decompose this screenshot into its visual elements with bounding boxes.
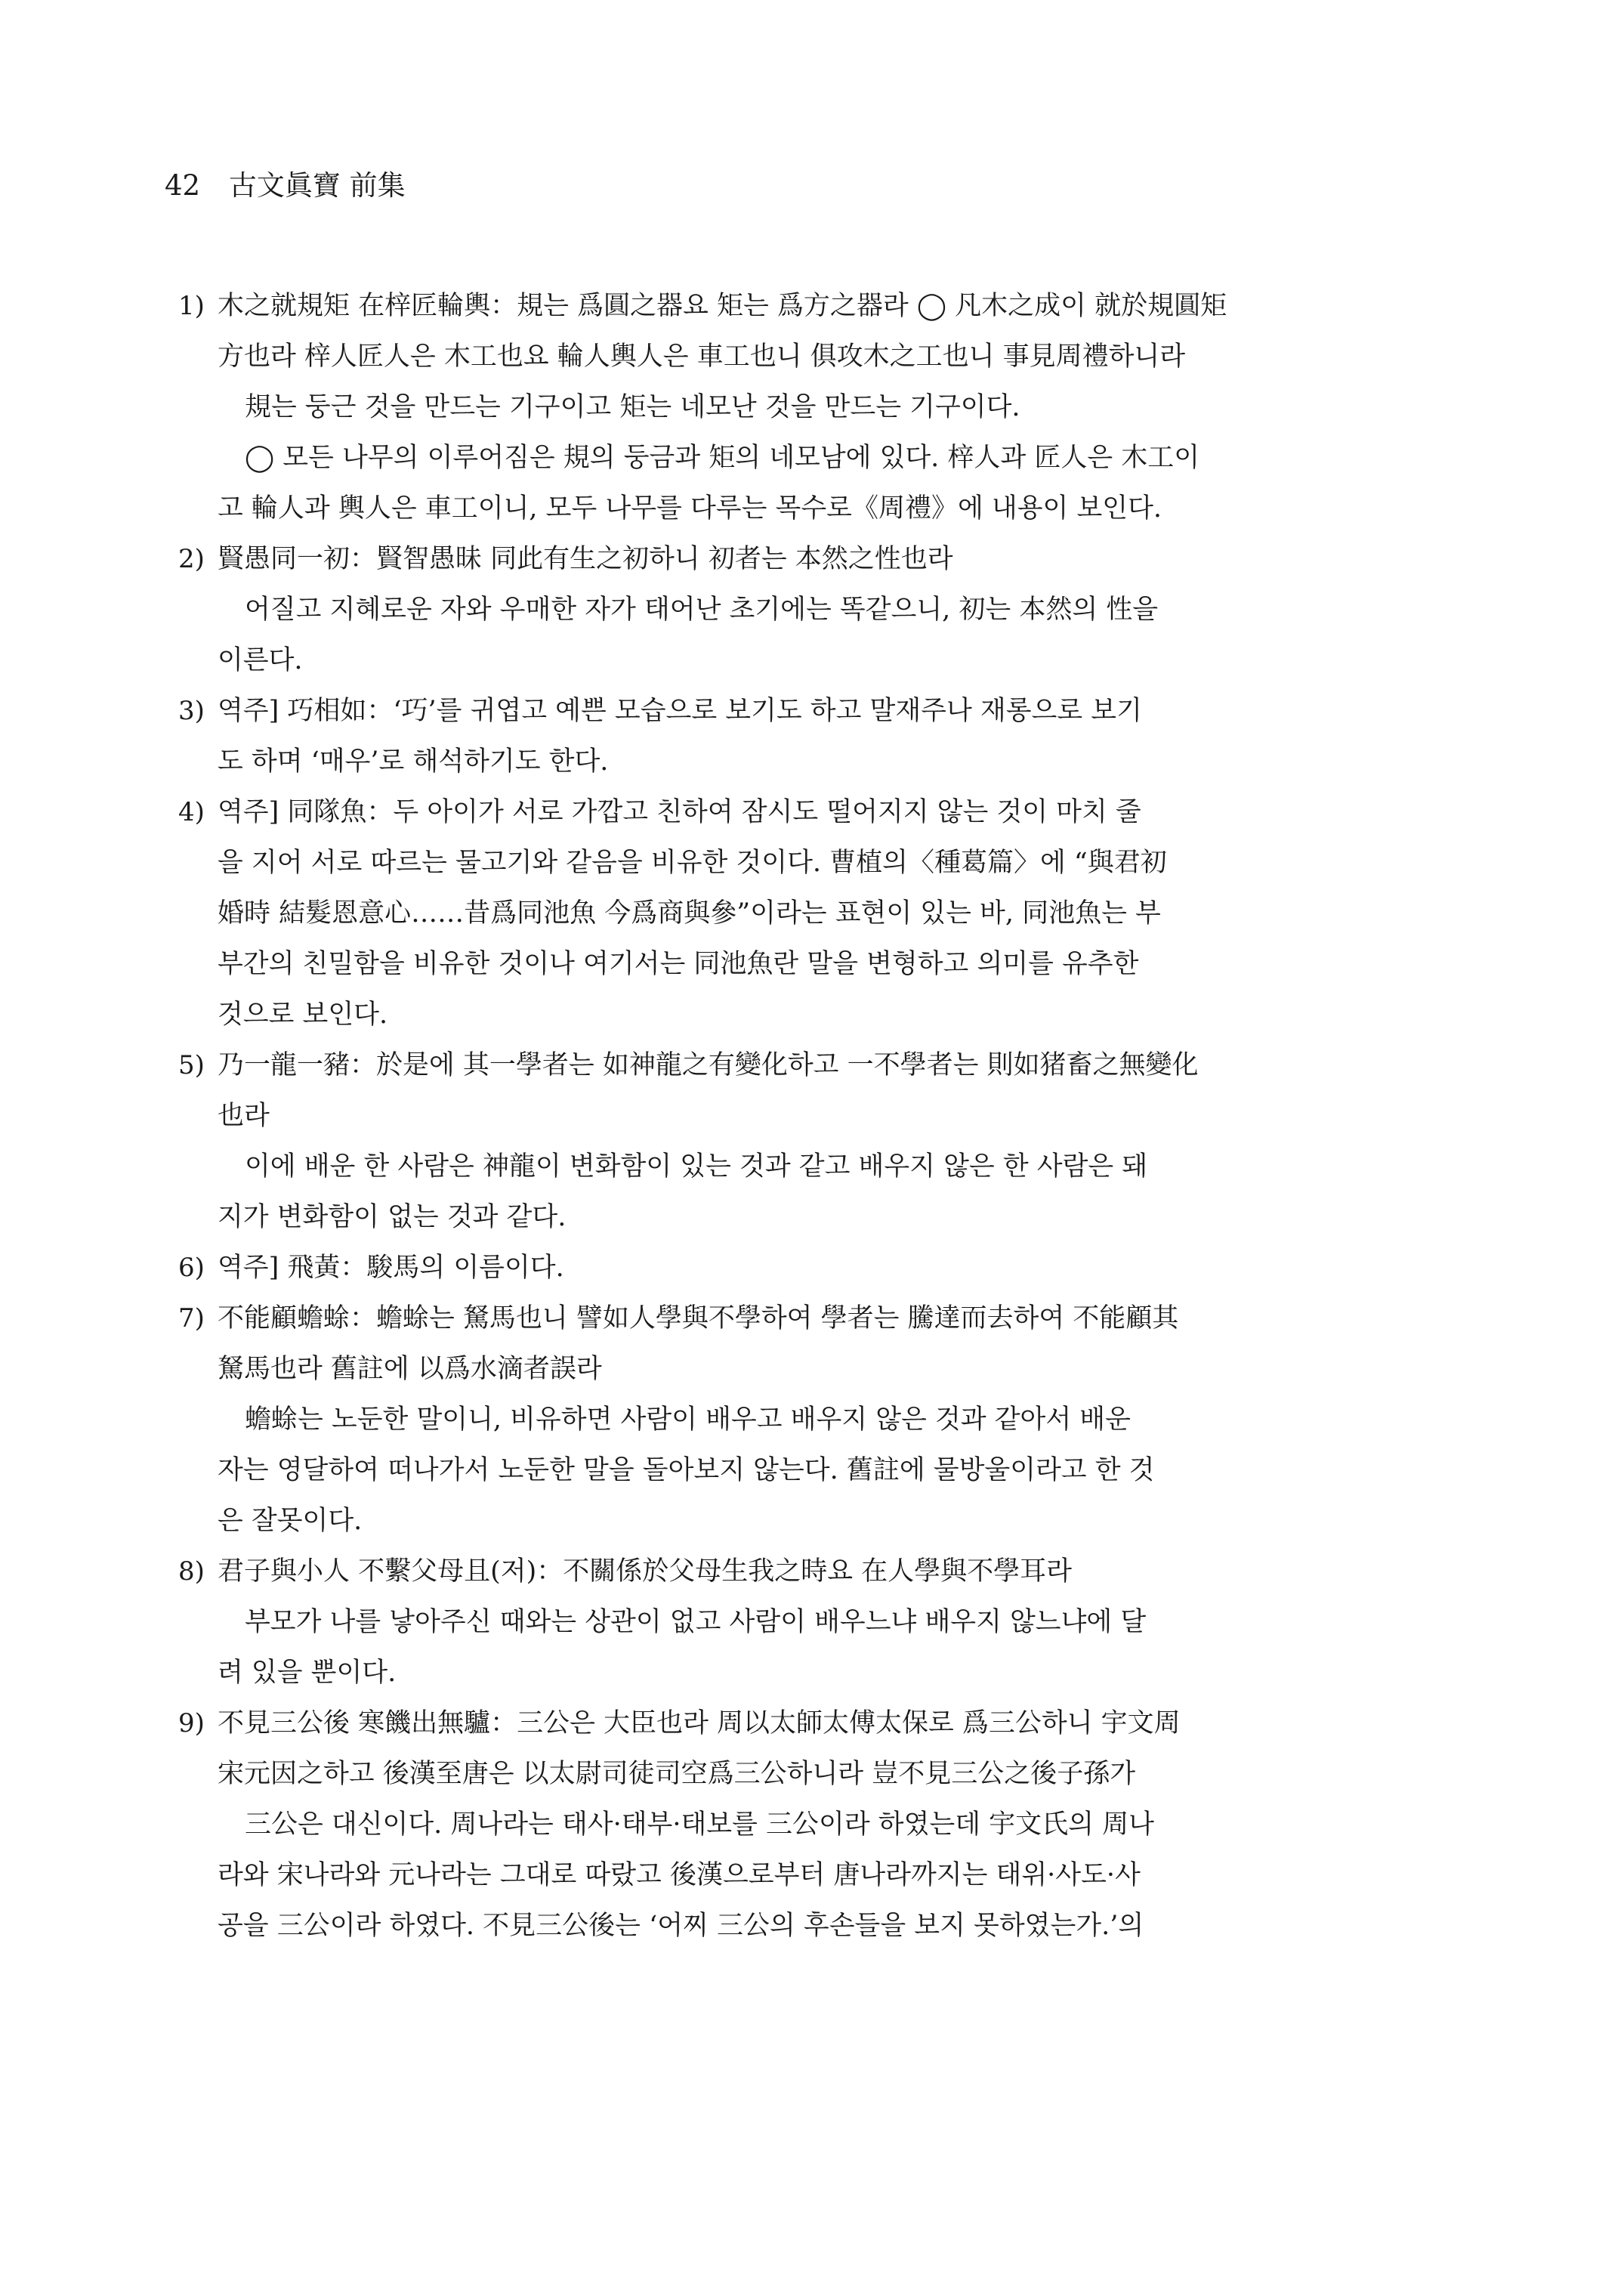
- annotation-line: 역주] 同隊魚：두 아이가 서로 가깝고 친하여 잠시도 떨어지지 않는 것이 마치 줄: [218, 797, 1141, 827]
- annotation-line: 君子與小人 不繫父母且(저)：不關係於父母生我之時요 在人學與不學耳라: [218, 1556, 1072, 1587]
- translation-line: 이른다.: [218, 645, 303, 675]
- footnote: [178, 1040, 1398, 1243]
- translation-paragraph: [218, 382, 1398, 433]
- footnote-annotation: [218, 686, 1398, 787]
- translation-paragraph: [218, 433, 1398, 534]
- footnote: [178, 1243, 1398, 1293]
- footnote-annotation: [218, 1040, 1398, 1142]
- footnote-number: 9): [178, 1708, 205, 1738]
- annotation-line: 駑馬也라 舊註에 以爲水滴者誤라: [218, 1354, 602, 1384]
- translation-line: 規는 둥근 것을 만드는 기구이고 矩는 네모난 것을 만드는 기구이다.: [245, 392, 1020, 422]
- footnote: [178, 1293, 1398, 1547]
- footnote-annotation: [218, 1243, 1398, 1293]
- footnote-number: 6): [178, 1253, 205, 1283]
- footnote-number: 8): [178, 1556, 205, 1587]
- annotation-line: 木之就規矩 在梓匠輪輿：規는 爲圓之器요 矩는 爲方之器라 ◯ 凡木之成이 就於規圓矩: [218, 291, 1227, 321]
- annotation-line: 乃一龍一豬：於是에 其一學者는 如神龍之有變化하고 一不學者는 則如猪畜之無變化: [218, 1050, 1199, 1080]
- book-title: 古文眞寶 前集: [228, 169, 406, 202]
- translation-paragraph: [218, 1597, 1398, 1698]
- footnote-number: 2): [178, 544, 205, 574]
- translation-line: 三公은 대신이다. 周나라는 태사·태부·태보를 三公이라 하였는데 宇文氏의 周나: [245, 1809, 1154, 1840]
- translation-line: 공을 三公이라 하였다. 不見三公後는 ‘어찌 三公의 후손들을 보지 못하였는가.’의: [218, 1911, 1144, 1941]
- page-number: 42: [165, 169, 201, 202]
- translation-line: 라와 宋나라와 元나라는 그대로 따랐고 後漢으로부터 唐나라까지는 태위·사도·사: [218, 1860, 1141, 1890]
- translation-line: 려 있을 뿐이다.: [218, 1658, 397, 1688]
- footnote: [178, 281, 1398, 534]
- annotation-line: 不見三公後 寒饑出無驢：三公은 大臣也라 周以太師太傅太保로 爲三公하니 宇文周: [218, 1708, 1181, 1738]
- annotation-line: 也라: [218, 1101, 270, 1131]
- annotation-line: 賢愚同一初：賢智愚昧 同此有生之初하니 初者는 本然之性也라: [218, 544, 953, 574]
- footnote-number: 5): [178, 1050, 205, 1080]
- translation-paragraph: [218, 1395, 1398, 1547]
- annotation-line: 婚時 結髮恩意心……昔爲同池魚 今爲商與參”이라는 표현이 있는 바, 同池魚는 부: [218, 898, 1161, 929]
- footnote: [178, 686, 1398, 787]
- annotation-line: 宋元因之하고 後漢至唐은 以太尉司徒司空爲三公하니라 豈不見三公之後子孫가: [218, 1759, 1136, 1789]
- footnote: [178, 1698, 1398, 1952]
- annotation-line: 도 하며 ‘매우’로 해석하기도 한다.: [218, 746, 609, 777]
- annotation-line: 을 지어 서로 따르는 물고기와 같음을 비유한 것이다. 曹植의〈種葛篇〉에 “與君初: [218, 848, 1167, 878]
- footnote-annotation: [218, 1547, 1398, 1597]
- footnote-annotation: [218, 787, 1398, 1040]
- footnote-number: 1): [178, 291, 205, 321]
- annotation-line: 것으로 보인다.: [218, 1000, 388, 1030]
- footnote-annotation: [218, 534, 1398, 585]
- footnote-number: 3): [178, 696, 205, 726]
- translation-line: 고 輪人과 輿人은 車工이니, 모두 나무를 다루는 목수로《周禮》에 내용이 보인다.: [218, 493, 1162, 524]
- footnote: [178, 1547, 1398, 1698]
- annotation-line: 역주] 巧相如：‘巧’를 귀엽고 예쁜 모습으로 보기도 하고 말재주나 재롱으로 보기: [218, 696, 1142, 726]
- translation-line: 지가 변화함이 없는 것과 같다.: [218, 1202, 567, 1232]
- translation-line: 은 잘못이다.: [218, 1506, 363, 1536]
- footnote: [178, 534, 1398, 686]
- annotation-line: 부간의 친밀함을 비유한 것이나 여기서는 同池魚란 말을 변형하고 의미를 유추한: [218, 949, 1139, 979]
- footnote-number: 4): [178, 797, 205, 827]
- footnote-number: 7): [178, 1303, 205, 1333]
- annotation-line: 不能顧蟾蜍：蟾蜍는 駑馬也니 譬如人學與不學하여 學者는 騰達而去하여 不能顧其: [218, 1303, 1179, 1333]
- translation-paragraph: [218, 1142, 1398, 1243]
- footnote-annotation: [218, 1698, 1398, 1800]
- translation-line: 자는 영달하여 떠나가서 노둔한 말을 돌아보지 않는다. 舊註에 물방울이라고 한 것: [218, 1455, 1155, 1485]
- translation-line: 어질고 지혜로운 자와 우매한 자가 태어난 초기에는 똑같으니, 初는 本然의 性을: [245, 595, 1159, 625]
- annotation-line: 方也라 梓人匠人은 木工也요 輪人輿人은 車工也니 俱攻木之工也니 事見周禮하니라: [218, 341, 1186, 372]
- translation-line: ◯ 모든 나무의 이루어짐은 規의 둥금과 矩의 네모남에 있다. 梓人과 匠人은 木工이: [245, 443, 1200, 473]
- translation-line: 부모가 나를 낳아주신 때와는 상관이 없고 사람이 배우느냐 배우지 않느냐에 달: [245, 1607, 1147, 1637]
- footnote: [178, 787, 1398, 1040]
- translation-line: 蟾蜍는 노둔한 말이니, 비유하면 사람이 배우고 배우지 않은 것과 같아서 배운: [245, 1405, 1131, 1435]
- translation-paragraph: [218, 585, 1398, 686]
- annotation-line: 역주] 飛黃：駿馬의 이름이다.: [218, 1253, 564, 1283]
- footnotes-section: [178, 281, 1398, 1952]
- footnote-annotation: [218, 1293, 1398, 1395]
- page-header: [165, 168, 406, 204]
- footnote-annotation: [218, 281, 1398, 382]
- translation-line: 이에 배운 한 사람은 神龍이 변화함이 있는 것과 같고 배우지 않은 한 사람은 돼: [245, 1151, 1148, 1182]
- translation-paragraph: [218, 1800, 1398, 1952]
